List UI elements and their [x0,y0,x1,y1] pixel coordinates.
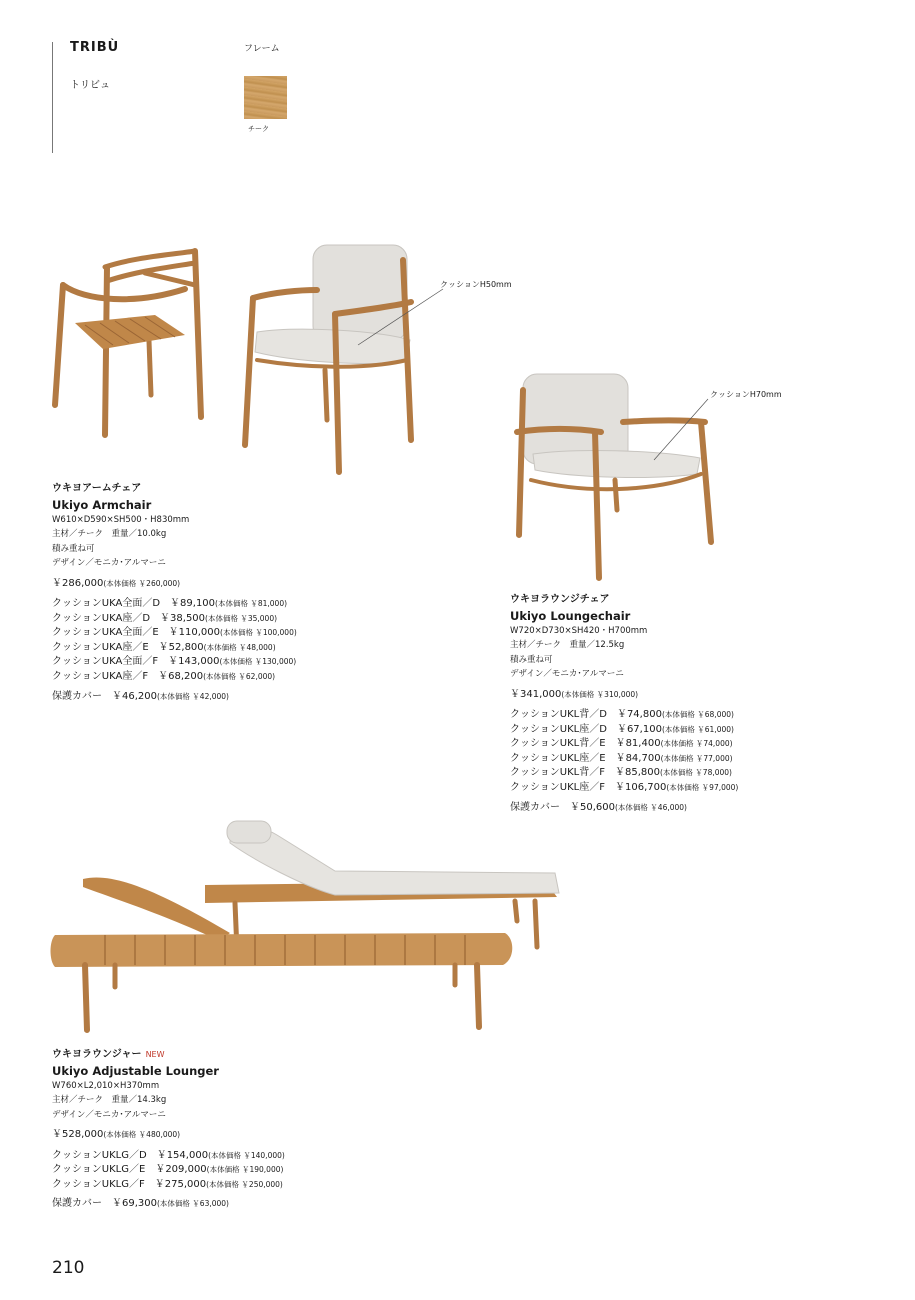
option-row: クッションUKL背／F ￥85,800(本体価格 ￥78,000) [510,767,732,779]
armchair-callout-line [350,288,445,348]
lounger-image [45,815,570,1040]
lounger-material: 主材／チーク 重量／14.3kg [52,1095,167,1105]
option-row: クッションUKL座／D ￥67,100(本体価格 ￥61,000) [510,723,734,735]
loungechair-design: デザイン／モニカ･アルマーニ [510,669,624,679]
teak-swatch [244,76,287,119]
loungechair-material: 主材／チーク 重量／12.5kg [510,640,625,650]
option-row: クッションUKA全面／D ￥89,100(本体価格 ￥81,000) [52,598,288,609]
option-row: クッションUKA座／F ￥68,200(本体価格 ￥62,000) [52,670,276,682]
loungechair-price: ￥341,000(本体価格 ￥310,000) [510,688,639,700]
armchair-info [52,482,352,704]
option-row: クッションUKL座／F ￥106,700(本体価格 ￥97,000) [510,781,739,793]
page-number: 210 [52,1258,85,1278]
armchair-design: デザイン／モニカ･アルマーニ [52,558,166,568]
lounger-name-en: Ukiyo Adjustable Lounger [52,1063,219,1078]
armchair-cover: 保護カバー ￥46,200(本体価格 ￥42,000) [52,690,229,702]
option-row: クッションUKL背／E ￥81,400(本体価格 ￥74,000) [510,738,733,750]
lounger-size: W760×L2,010×H370mm [52,1080,160,1091]
armchair-frame-image [45,245,210,445]
loungechair-cover: 保護カバー ￥50,600(本体価格 ￥46,000) [510,801,687,813]
loungechair-cushion-callout: クッションH70mm [710,390,782,399]
option-row: クッションUKA座／E ￥52,800(本体価格 ￥48,000) [52,641,276,653]
option-row: クッションUKL座／E ￥84,700(本体価格 ￥77,000) [510,752,733,764]
loungechair-stack: 積み重ね可 [510,654,553,665]
swatch-label: チーク [248,125,269,133]
brand-name: TRIBÙ [70,40,120,55]
loungechair-name-en: Ukiyo Loungechair [510,608,631,623]
option-row: クッションUKA全面／E ￥110,000(本体価格 ￥100,000) [52,627,297,639]
lounger-price: ￥528,000(本体価格 ￥480,000) [52,1129,181,1140]
lounger-info [52,1048,372,1212]
new-badge: NEW [145,1050,165,1059]
armchair-name-jp: ウキヨアームチェア [52,483,142,494]
armchair-price: ￥286,000(本体価格 ￥260,000) [52,577,181,589]
option-row: クッションUKLG／D ￥154,000(本体価格 ￥140,000) [52,1149,285,1161]
loungechair-size: W720×D730×SH420・H700mm [510,625,648,636]
option-row: クッションUKA全面／F ￥143,000(本体価格 ￥130,000) [52,656,297,668]
loungechair-info [510,593,810,815]
armchair-cushion-callout: クッションH50mm [440,280,512,289]
loungechair-options [510,708,810,796]
armchair-name-en: Ukiyo Armchair [52,497,152,512]
lounger-options [52,1149,372,1193]
armchair-stack: 積み重ね可 [52,543,95,554]
option-row: クッションUKL背／D ￥74,800(本体価格 ￥68,000) [510,709,734,720]
header-divider [52,42,53,153]
armchair-cushion-image [235,240,425,480]
brand-kana: トリビュ [70,80,110,91]
option-row: クッションUKLG／F ￥275,000(本体価格 ￥250,000) [52,1178,283,1190]
armchair-material: 主材／チーク 重量／10.0kg [52,529,167,539]
loungechair-callout-line [650,398,710,464]
lounger-name-jp: ウキヨラウンジャー NEW [52,1049,165,1060]
option-row: クッションUKA座／D ￥38,500(本体価格 ￥35,000) [52,612,278,624]
frame-label: フレーム [244,44,280,54]
option-row: クッションUKLG／E ￥209,000(本体価格 ￥190,000) [52,1164,284,1176]
armchair-options [52,597,352,685]
lounger-cover: 保護カバー ￥69,300(本体価格 ￥63,000) [52,1198,229,1210]
loungechair-name-jp: ウキヨラウンジチェア [510,594,610,605]
armchair-size: W610×D590×SH500・H830mm [52,514,190,525]
lounger-design: デザイン／モニカ･アルマーニ [52,1109,166,1120]
